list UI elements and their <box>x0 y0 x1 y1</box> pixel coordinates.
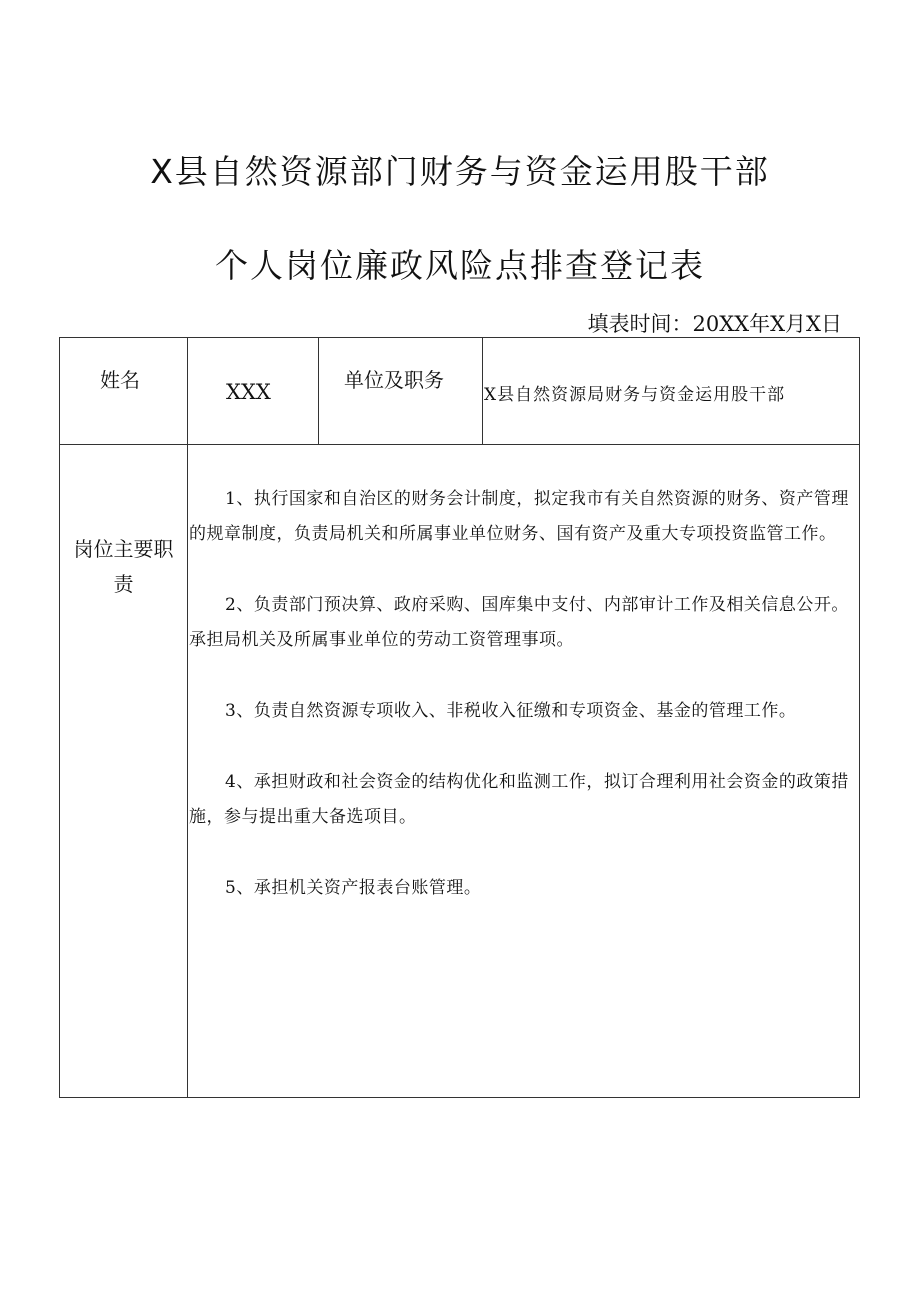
column-divider <box>482 338 483 444</box>
name-label: 姓名 <box>100 368 140 392</box>
document-title-line-1: X县自然资源部门财务与资金运用股干部 <box>150 152 770 191</box>
document-title-line-2: 个人岗位廉政风险点排查登记表 <box>215 246 705 285</box>
column-divider <box>318 338 319 444</box>
duties-label: 岗位主要职 责 <box>73 537 174 596</box>
unit-position-label: 单位及职务 <box>344 368 444 392</box>
registration-table <box>59 337 860 1098</box>
unit-position-value: X县自然资源局财务与资金运用股干部 <box>484 385 786 405</box>
fill-date: 填表时间：20XX年X月X日 <box>587 312 842 336</box>
duty-item: 3、负责自然资源专项收入、非税收入征缴和专项资金、基金的管理工作。 <box>225 701 797 721</box>
row-divider <box>60 444 859 445</box>
duty-item: 5、承担机关资产报表台账管理。 <box>225 878 482 898</box>
duty-item: 1、执行国家和自治区的财务会计制度，拟定我市有关自然资源的财务、资产管理的规章制度，负责局机关和所属事业单位财务、国有资产及重大专项投资监管工作。 <box>189 489 849 544</box>
duty-item: 2、负责部门预决算、政府采购、国库集中支付、内部审计工作及相关信息公开。承担局机关及所属事业单位的劳动工资管理事项。 <box>189 595 849 650</box>
duties-list <box>189 482 861 942</box>
name-value: XXX <box>226 380 271 404</box>
duty-item: 4、承担财政和社会资金的结构优化和监测工作，拟订合理利用社会资金的政策措施，参与提出重大备选项目。 <box>189 772 849 827</box>
column-divider <box>187 338 188 1097</box>
